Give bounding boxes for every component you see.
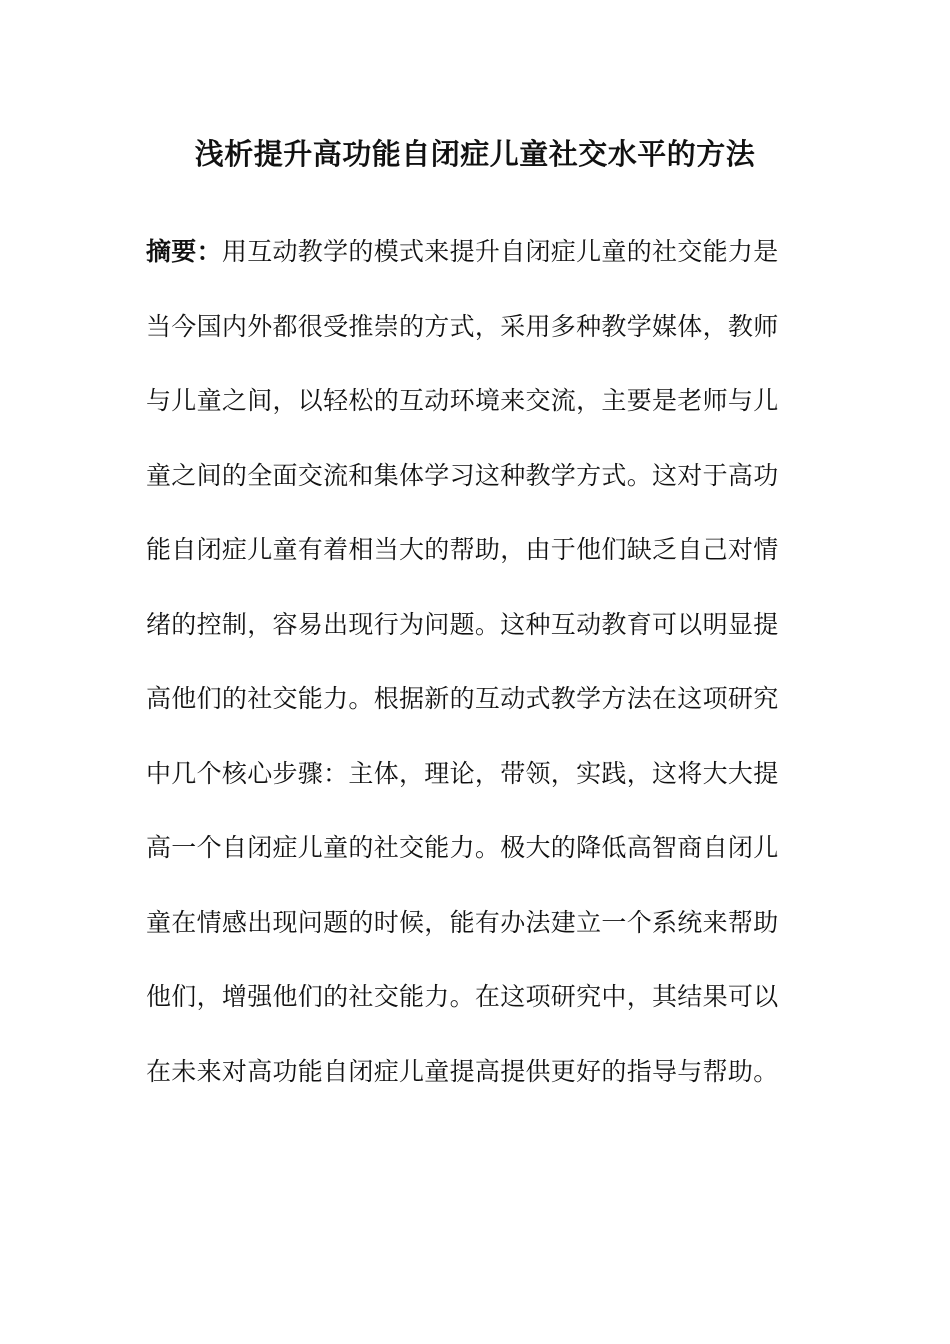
abstract-line-3: 与儿童之间，以轻松的互动环境来交流，主要是老师与儿 xyxy=(146,386,779,415)
abstract-line-7: 高他们的社交能力。根据新的互动式教学方法在这项研究 xyxy=(146,684,779,713)
paper-title: 浅析提升高功能自闭症儿童社交水平的方法 xyxy=(194,137,756,171)
abstract-line-1 xyxy=(146,232,806,307)
abstract-line-8: 中几个核心步骤：主体，理论，带领，实践，这将大大提 xyxy=(146,758,779,788)
abstract-line-text: 用互动教学的模式来提升自闭症儿童的社交能力是 xyxy=(221,237,779,266)
abstract-line-12: 在未来对高功能自闭症儿童提高提供更好的指导与帮助。 xyxy=(146,1056,779,1086)
abstract-line-5: 能自闭症儿童有着相当大的帮助，由于他们缺乏自己对情 xyxy=(146,535,779,564)
abstract-label: 摘要： xyxy=(146,237,222,266)
abstract-line-10: 童在情感出现问题的时候，能有办法建立一个系统来帮助 xyxy=(146,907,779,937)
abstract-section xyxy=(146,232,806,1126)
abstract-line-6: 绪的控制，容易出现行为问题。这种互动教育可以明显提 xyxy=(146,609,779,639)
abstract-line-11: 他们，增强他们的社交能力。在这项研究中，其结果可以 xyxy=(146,982,779,1011)
abstract-line-2: 当今国内外都很受推崇的方式，采用多种教学媒体，教师 xyxy=(146,311,779,341)
abstract-line-4: 童之间的全面交流和集体学习这种教学方式。这对于高功 xyxy=(146,460,779,490)
abstract-line-9: 高一个自闭症儿童的社交能力。极大的降低高智商自闭儿 xyxy=(146,833,779,862)
